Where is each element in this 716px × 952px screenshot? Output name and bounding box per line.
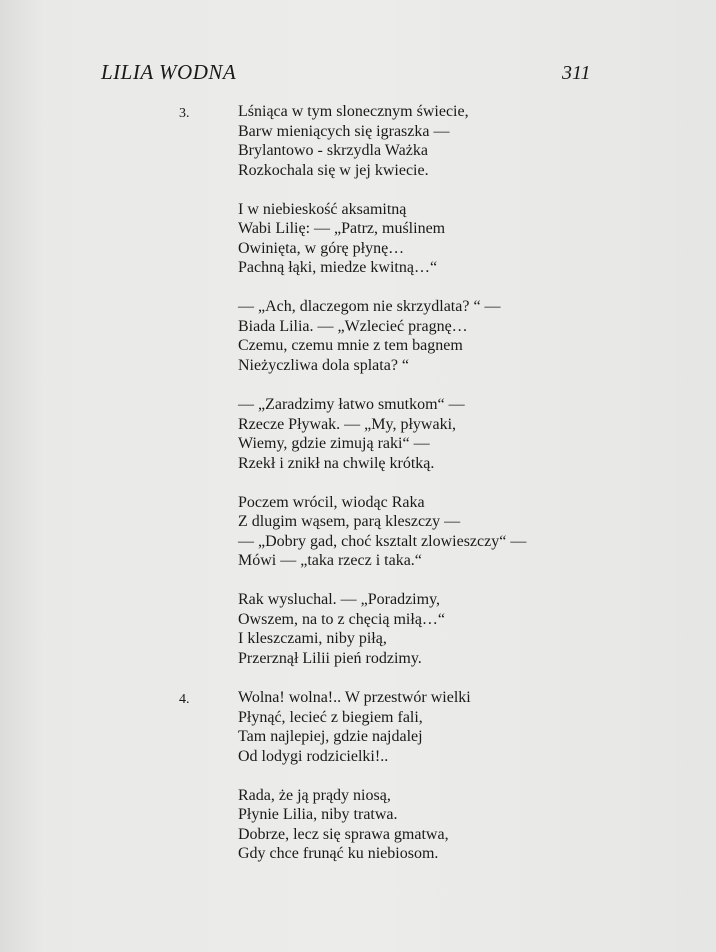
stanza (0, 102, 716, 200)
stanza (0, 688, 716, 786)
verse-line: Z dlugim wąsem, parą kleszczy — (238, 513, 461, 531)
verse-line: — „Ach, dlaczegom nie skrzydlata? “ — (238, 298, 501, 316)
verse-line: Czemu, czemu mnie z tem bagnem (238, 337, 463, 355)
verse-line: I w niebieskość aksamitną (238, 200, 407, 218)
verse-line: Płynie Lilia, niby tratwa. (238, 806, 398, 824)
stanza (0, 297, 716, 395)
verse-line: Poczem wrócil, wiodąc Raka (238, 493, 425, 511)
verse-line: Rada, że ją prądy niosą, (238, 786, 391, 804)
verse-line: Owinięta, w górę płynę… (238, 239, 405, 257)
verse-line: Gdy chce frunąć ku niebiosom. (238, 845, 439, 863)
stanza (0, 786, 716, 884)
verse-line: Rzekł i znikł na chwilę krótką. (238, 454, 435, 472)
verse-line: Biada Lilia. — „Wzlecieć pragnę… (238, 317, 468, 335)
verse-line: Płynąć, lecieć z biegiem fali, (238, 708, 423, 726)
stanza (0, 200, 716, 298)
verse-line: Rzecze Pływak. — „My, pływaki, (238, 415, 457, 433)
verse-line: Od lodygi rodzicielki!.. (238, 747, 389, 765)
verse-line: Lśniąca w tym slonecznym świecie, (238, 103, 469, 120)
verse-line: — „Dobry gad, choć ksztalt zlowieszczy“ — (238, 532, 527, 550)
section-number: 3. (179, 106, 190, 121)
verse-line: Owszem, na to z chęcią miłą…“ (238, 610, 446, 628)
running-head-title: LILIA WODNA (101, 60, 237, 84)
section-number: 4. (179, 692, 190, 708)
stanza (0, 493, 716, 591)
verse-line: Mówi — „taka rzecz i taka.“ (238, 552, 422, 570)
stanza (0, 590, 716, 688)
verse-line: I kleszczami, niby piłą, (238, 630, 387, 648)
page-number: 311 (562, 62, 591, 84)
stanza (0, 395, 716, 493)
verse-line: Brylantowo - skrzydla Ważka (238, 142, 428, 159)
poem-body (0, 102, 716, 884)
verse-line: Pachną łąki, miedze kwitną…“ (238, 259, 438, 277)
verse-line: Dobrze, lecz się sprawa gmatwa, (238, 825, 449, 843)
verse-line: Tam najlepiej, gdzie najdalej (238, 728, 423, 746)
verse-line: Rak wysluchal. — „Poradzimy, (238, 591, 441, 609)
verse-line: — „Zaradzimy łatwo smutkom“ — (238, 396, 465, 414)
verse-line: Rozkochala się w jej kwiecie. (238, 161, 429, 179)
verse-line: Wiemy, gdzie zimują raki“ — (238, 435, 430, 453)
verse-line: Nieżyczliwa dola splata? “ (238, 356, 410, 374)
verse-line: Wabi Lilię: — „Patrz, muślinem (238, 220, 446, 238)
verse-line: Przerznął Lilii pień rodzimy. (238, 649, 422, 667)
verse-line: Barw mieniących się igraszka — (238, 122, 450, 140)
verse-line: Wolna! wolna!.. W przestwór wielki (238, 689, 471, 707)
